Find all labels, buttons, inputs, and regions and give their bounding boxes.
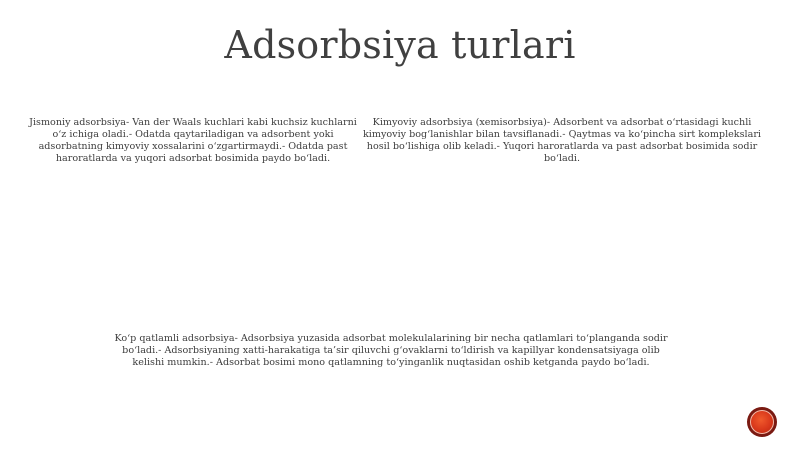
physical-adsorption-text: Jismoniy adsorbsiya- Van der Waals kuchlari kabi kuchsiz kuchlarni o‘z ichiga oladi.- Odatda qaytariladigan va adsorbent yoki adsorbatning kimyoviy xossalarini o‘zgartirmaydi.- Odatda past haroratlarda va yuqori adsorbat bosimida paydo bo‘ladi. [29,117,357,164]
next-slide-button[interactable] [747,407,777,437]
multilayer-adsorption-text: Ko‘p qatlamli adsorbsiya- Adsorbsiya yuzasida adsorbat molekulalarining bir necha qatlamlari to‘planganda sodir bo‘ladi.- Adsorbsiyaning xatti-harakatiga ta’sir qiluvchi g‘ovaklarni to‘ldirish va kapillyar kondensatsiyaga olib kelishi mumkin.- Adsorbat bosimi mono qatlamning to‘yinganlik nuqtasidan oshib ketganda paydo bo‘ladi. [114,333,668,368]
chemical-adsorption-text: Kimyoviy adsorbsiya (xemisorbsiya)- Adsorbent va adsorbat o‘rtasidagi kuchli kimyoviy bog‘lanishlar bilan tavsiflanadi.- Qaytmas va ko‘pincha sirt komplekslari hosil bo‘lishiga olib keladi.- Yuqori haroratlarda va past adsorbat bosimida sodir bo‘ladi. [362,117,761,164]
circle-next-icon [750,410,774,434]
slide-title: Adsorbsiya turlari [224,23,576,67]
